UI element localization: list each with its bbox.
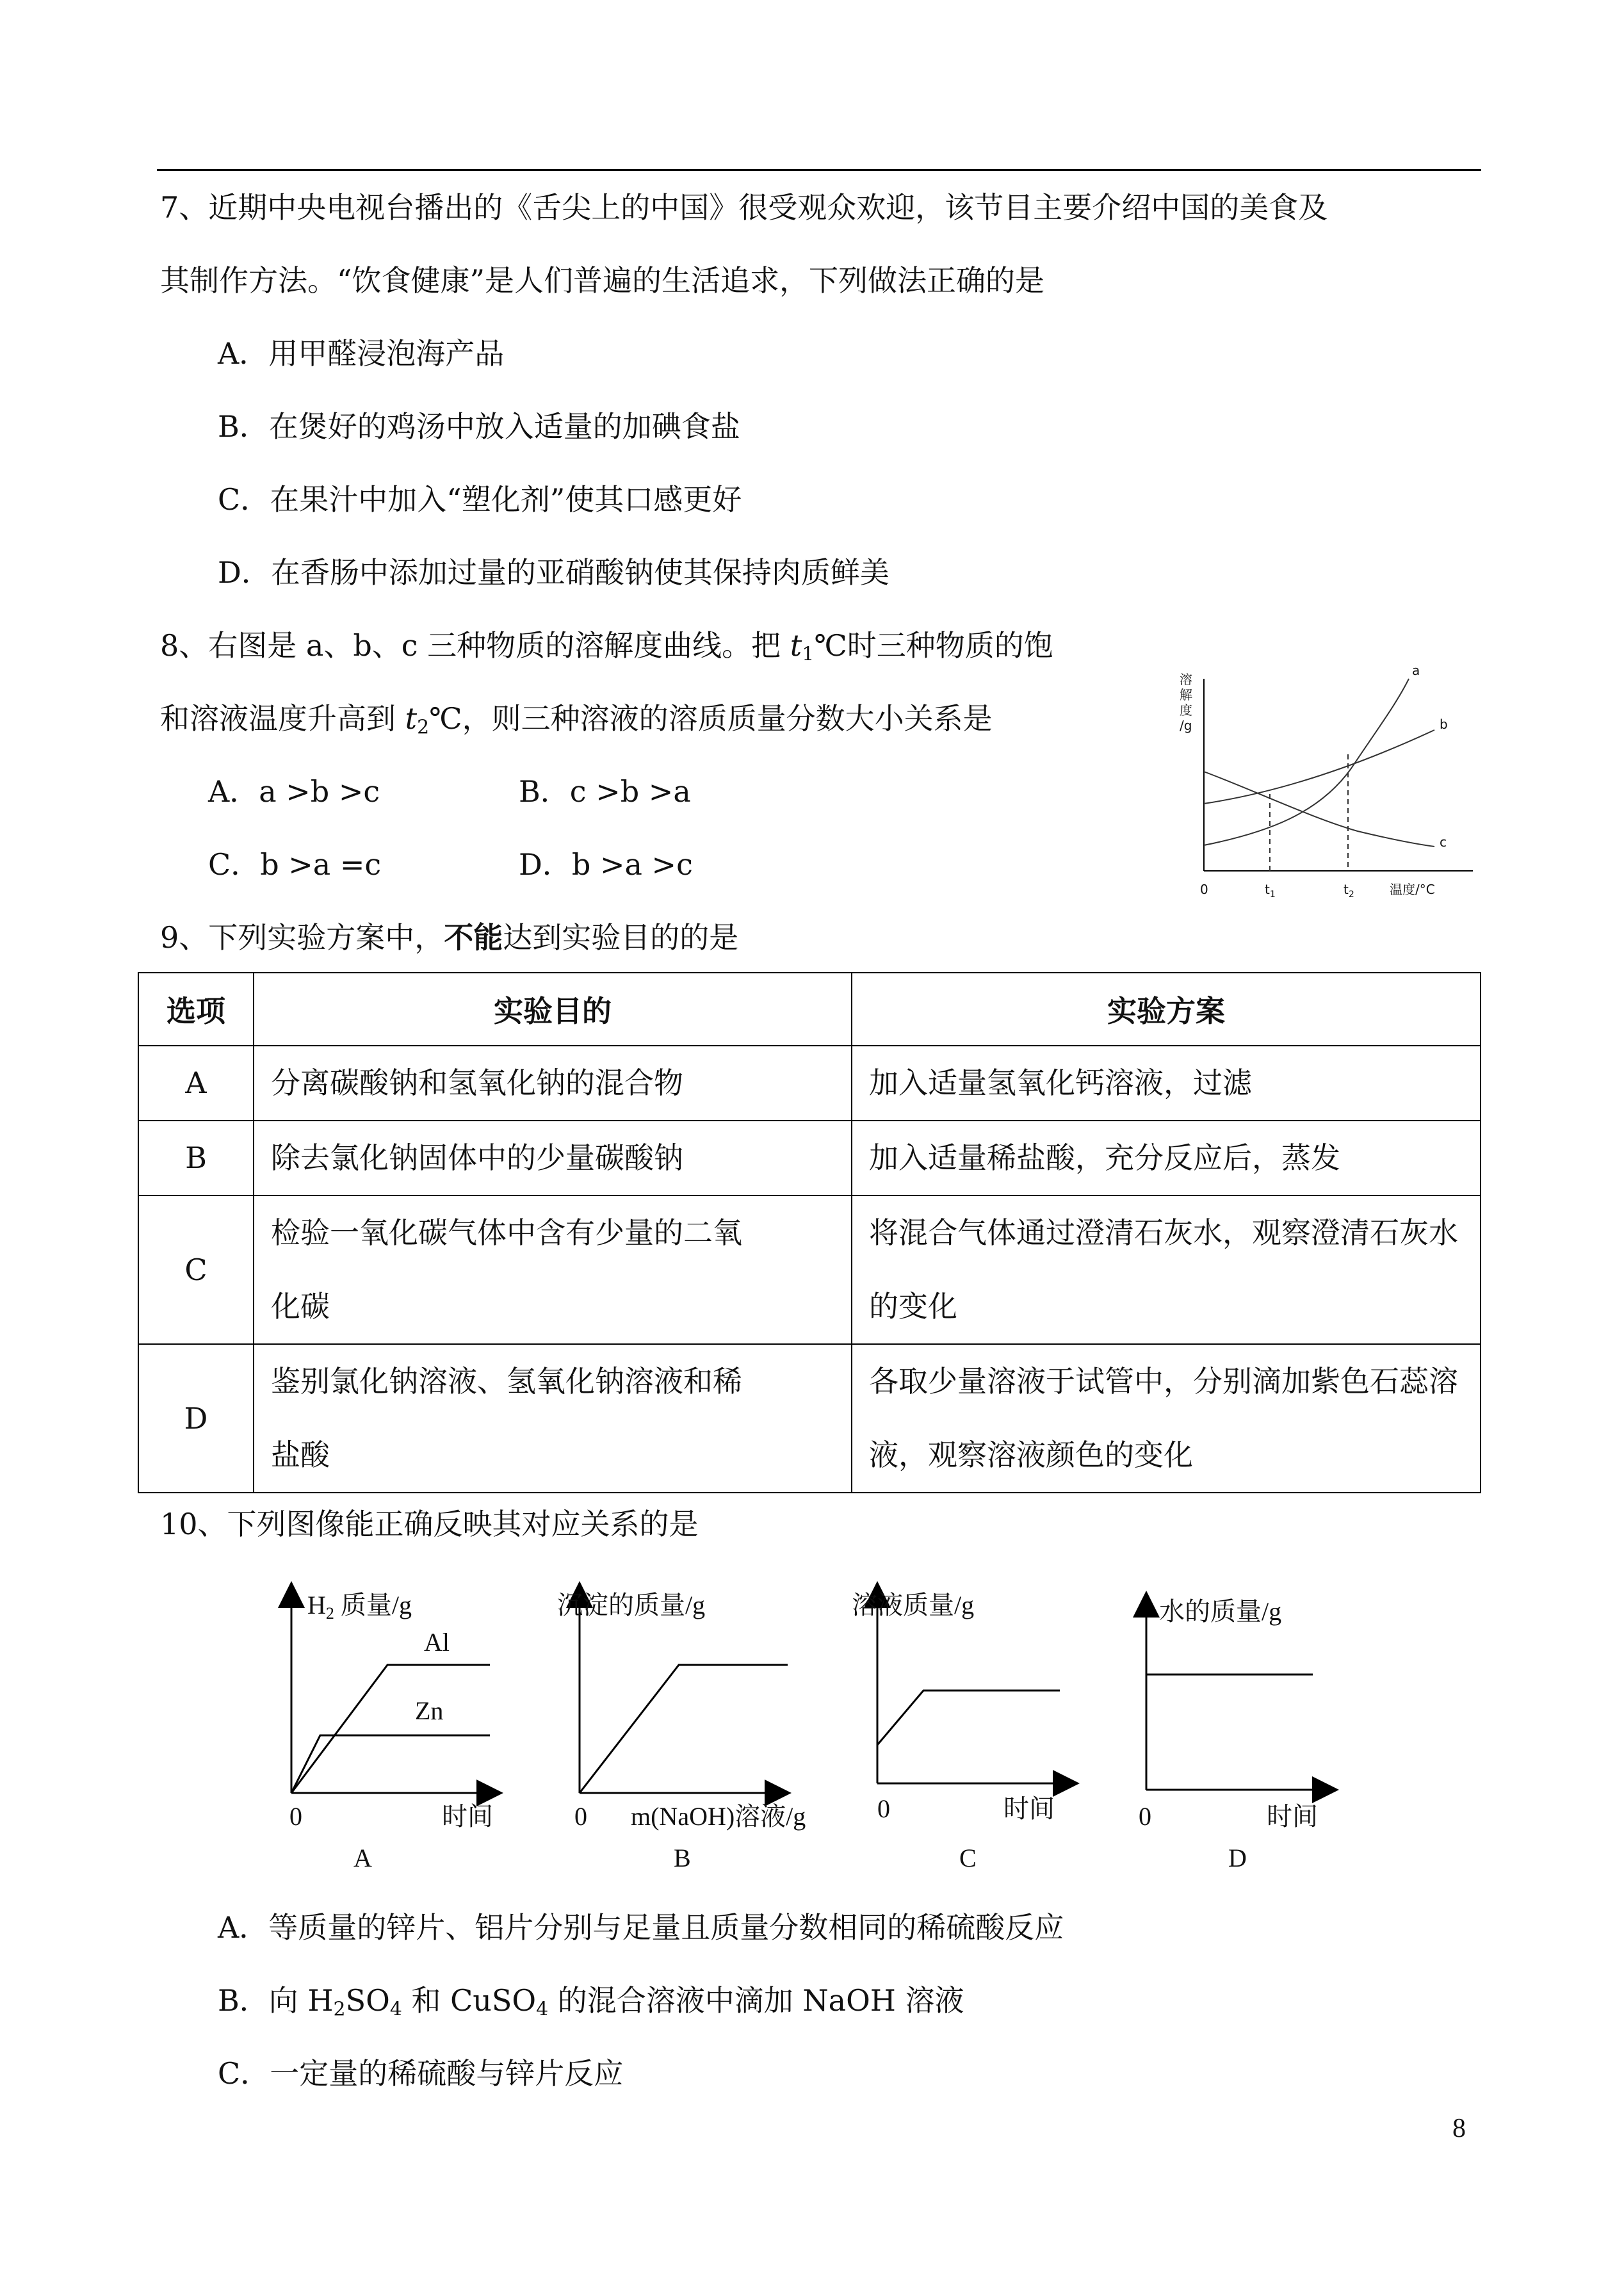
row-purpose: 除去氯化钠固体中的少量碳酸钠 <box>254 1121 852 1196</box>
sol-ylabel-4: /g <box>1180 718 1192 733</box>
header-plan: 实验方案 <box>852 973 1481 1046</box>
sol-ylabel-2: 解 <box>1180 687 1192 702</box>
sol-curve-b <box>1204 730 1434 804</box>
q10-option-b: B．向 $H_2SO_4$ 和 CuSO$_4$ 的混合溶液中滴加 NaOH 溶液 <box>218 1983 964 2021</box>
row-plan: 加入适量稀盐酸，充分反应后，蒸发 <box>852 1121 1481 1196</box>
experiment-table <box>138 972 1481 1493</box>
row-purpose: 鉴别氯化钠溶液、氢氧化钠溶液和稀 盐酸 <box>254 1344 852 1493</box>
chart-b-letter: B <box>674 1844 691 1872</box>
table-row <box>138 1196 1481 1344</box>
chart-a-series-zn: Zn <box>415 1696 444 1725</box>
chart-a <box>289 1591 493 1872</box>
row-purpose: 检验一氧化碳气体中含有少量的二氧 化碳 <box>254 1196 852 1344</box>
row-option: D <box>138 1344 254 1493</box>
row-option: A <box>138 1046 254 1121</box>
sol-ylabel-3: 度 <box>1180 702 1192 718</box>
q7-option-c: C．在果汁中加入“塑化剂”使其口感更好 <box>218 482 742 517</box>
table-row <box>138 1344 1481 1493</box>
q8-option-c: C．b >a =c <box>208 847 382 882</box>
header-purpose: 实验目的 <box>254 973 852 1046</box>
chart-c-letter: C <box>959 1844 977 1872</box>
q10-option-a: A．等质量的锌片、铝片分别与足量且质量分数相同的稀硫酸反应 <box>218 1910 1064 1945</box>
chart-b-origin: 0 <box>574 1802 587 1831</box>
sol-curve-a <box>1204 679 1409 845</box>
chart-b-xlabel: m(NaOH)溶液/g <box>631 1802 806 1831</box>
q9-title: 9、下列实验方案中，不能达到实验目的的是 <box>160 920 739 955</box>
chart-a-ylabel: $H_2$ 质量/g <box>307 1591 412 1623</box>
q7-option-b: B．在煲好的鸡汤中放入适量的加碘食盐 <box>218 409 740 444</box>
q8-option-a: A．a >b >c <box>208 774 380 809</box>
sol-label-a: a <box>1412 663 1420 678</box>
page-number: 8 <box>1452 2114 1466 2143</box>
q10-option-c: C．一定量的稀硫酸与锌片反应 <box>218 2056 624 2091</box>
row-plan: 各取少量溶液于试管中，分别滴加紫色石蕊溶 液，观察溶液颜色的变化 <box>852 1344 1481 1493</box>
table-header-row <box>138 973 1481 1046</box>
chart-b-ylabel: 沉淀的质量/g <box>557 1591 706 1619</box>
chart-a-line-al <box>291 1665 490 1793</box>
table-row <box>138 1121 1481 1196</box>
chart-a-letter: A <box>353 1844 372 1872</box>
sol-origin: 0 <box>1200 882 1208 897</box>
q7-line2: 其制作方法。“饮食健康”是人们普遍的生活追求，下列做法正确的是 <box>160 263 1045 298</box>
q8-option-d: D．b >a >c <box>519 847 693 882</box>
row-purpose: 分离碳酸钠和氢氧化钠的混合物 <box>254 1046 852 1121</box>
chart-a-line-zn <box>291 1735 490 1793</box>
header-option: 选项 <box>138 973 254 1046</box>
q8-option-b: B．c >b >a <box>519 774 691 809</box>
chart-d-letter: D <box>1228 1844 1247 1872</box>
sol-t2: $t_2$ <box>1344 882 1354 900</box>
q7-option-d: D．在香肠中添加过量的亚硝酸钠使其保持肉质鲜美 <box>218 555 889 590</box>
sol-ylabel-1: 溶 <box>1180 672 1192 687</box>
chart-a-origin: 0 <box>289 1802 302 1831</box>
sol-label-b: b <box>1440 717 1448 732</box>
row-option: B <box>138 1121 254 1196</box>
q8-line1: 8、右图是 a、b、c 三种物质的溶解度曲线。把 $t_1℃$时三种物质的饱 <box>160 628 1053 666</box>
solubility-chart <box>1165 660 1498 903</box>
chart-c <box>852 1591 1066 1872</box>
q7-option-a: A．用甲醛浸泡海产品 <box>218 336 505 371</box>
sol-xlabel: 温度/°C <box>1390 882 1435 897</box>
chart-d-origin: 0 <box>1139 1802 1151 1831</box>
q10-charts <box>256 1575 1358 1876</box>
header-rule <box>157 169 1481 171</box>
row-option: C <box>138 1196 254 1344</box>
sol-label-c: c <box>1440 834 1447 850</box>
chart-b-line <box>580 1665 788 1793</box>
q8-line2: 和溶液温度升高到 $t_2℃$，则三种溶液的溶质质量分数大小关系是 <box>160 701 993 739</box>
sol-t1: $t_1$ <box>1265 882 1276 900</box>
chart-b <box>557 1591 806 1872</box>
chart-a-series-al: Al <box>424 1628 450 1657</box>
chart-c-xlabel: 时间 <box>1003 1794 1055 1823</box>
q7-line1: 7、近期中央电视台播出的《舌尖上的中国》很受观众欢迎，该节目主要介绍中国的美食及 <box>160 190 1328 225</box>
sol-curve-c <box>1204 772 1434 847</box>
chart-d-xlabel: 时间 <box>1267 1802 1318 1831</box>
chart-c-origin: 0 <box>877 1794 890 1823</box>
q10-title: 10、下列图像能正确反映其对应关系的是 <box>160 1507 699 1541</box>
chart-c-line <box>877 1691 1060 1745</box>
chart-a-xlabel: 时间 <box>442 1802 493 1831</box>
chart-c-ylabel: 溶液质量/g <box>852 1591 975 1619</box>
row-plan: 加入适量氢氧化钙溶液，过滤 <box>852 1046 1481 1121</box>
row-plan: 将混合气体通过澄清石灰水，观察澄清石灰水 的变化 <box>852 1196 1481 1344</box>
table-row <box>138 1046 1481 1121</box>
chart-d <box>1139 1597 1326 1872</box>
chart-d-ylabel: 水的质量/g <box>1159 1597 1282 1626</box>
